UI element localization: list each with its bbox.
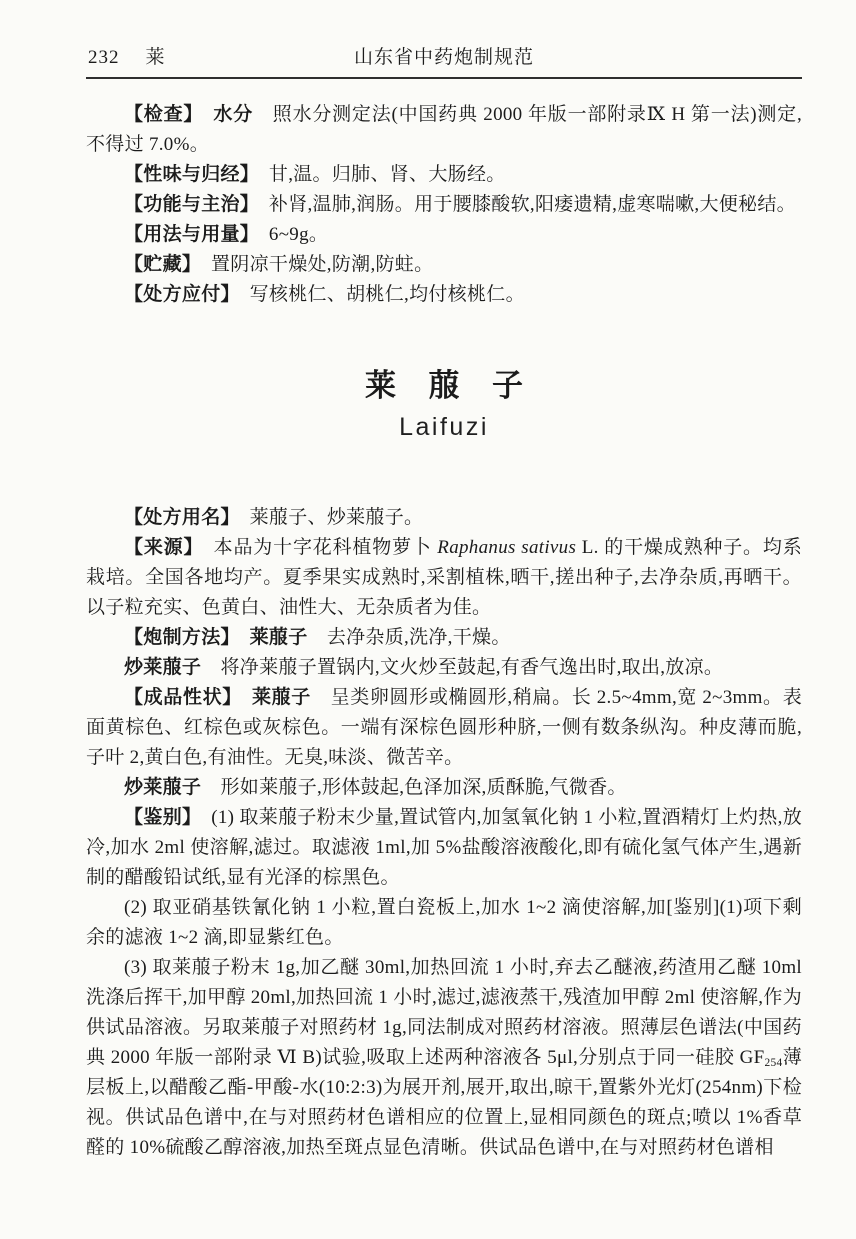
text-run: 【成品性状】 莱菔子 xyxy=(124,687,311,708)
paragraph xyxy=(86,160,802,190)
running-header xyxy=(86,44,802,72)
text-run: 形如莱菔子,形体鼓起,色泽加深,质酥脆,气微香。 xyxy=(201,777,627,798)
text-run: 置阴凉干燥处,防潮,防蛀。 xyxy=(191,254,434,275)
paragraph xyxy=(86,220,802,250)
text-run: 莱菔子、炒莱菔子。 xyxy=(230,507,424,528)
paragraph xyxy=(86,623,802,653)
paragraph xyxy=(86,653,802,683)
text-run: 【功能与主治】 xyxy=(124,194,250,215)
text-run: 【鉴别】 xyxy=(124,807,192,828)
paragraph xyxy=(86,190,802,220)
paragraph xyxy=(86,683,802,773)
text-run: 写核桃仁、胡桃仁,均付核桃仁。 xyxy=(230,284,525,305)
text-run: (2) 取亚硝基铁氰化钠 1 小粒,置白瓷板上,加水 1~2 滴使溶解,加[鉴别](1)项下剩余的滤液 1~2 滴,即显紫红色。 xyxy=(86,897,802,948)
header-rule xyxy=(86,77,802,79)
text-run: (1) 取莱菔子粉末少量,置试管内,加氢氧化钠 1 小粒,置酒精灯上灼热,放冷,加水 2ml 使溶解,滤过。取滤液 1ml,加 5%盐酸溶液酸化,即有硫化氢气体产生,遇新制的醋酸铅试纸,显有光泽的棕黑色。 xyxy=(86,807,803,888)
paragraph xyxy=(86,773,802,803)
text-run: 补肾,温肺,润肠。用于腰膝酸软,阳痿遗精,虚寒喘嗽,大便秘结。 xyxy=(249,194,796,215)
text-run: 【贮藏】 xyxy=(124,254,192,275)
continued-entry-content xyxy=(86,100,802,310)
paragraph xyxy=(86,100,802,160)
page-number: 232 xyxy=(88,47,120,68)
paragraph xyxy=(86,533,802,623)
book-title: 山东省中药炮制规范 xyxy=(353,47,534,68)
text-run: 【炮制方法】 莱菔子 xyxy=(124,627,308,648)
entry-title-pinyin: Laifuzi xyxy=(399,413,489,441)
text-run: 【来源】 xyxy=(124,537,194,558)
text-run: 甘,温。归肺、肾、大肠经。 xyxy=(249,164,506,185)
latin-binomial-name: Raphanus sativus xyxy=(437,537,577,558)
entry-title-chinese xyxy=(86,368,802,404)
text-run: 将净莱菔子置锅内,文火炒至鼓起,有香气逸出时,取出,放凉。 xyxy=(201,657,724,678)
text-run: 【检查】 水分 xyxy=(124,104,253,125)
entry-title-block xyxy=(86,368,802,441)
paragraph xyxy=(86,250,802,280)
text-run: 6~9g。 xyxy=(249,224,329,245)
text-run: 254 xyxy=(764,1056,783,1069)
entry-content xyxy=(86,503,802,1163)
entry-title-chinese-text: 莱菔子 xyxy=(364,368,556,403)
text-run: 【处方应付】 xyxy=(124,284,231,305)
text-run: 炒莱菔子 xyxy=(124,657,202,678)
paragraph xyxy=(86,803,802,893)
paragraph xyxy=(86,503,802,533)
text-run: 【用法与用量】 xyxy=(124,224,250,245)
text-run: L. 的干燥成熟种子。均系栽培。全国各地均产。夏季果实成熟时,采割植株,晒干,搓出种子,去净杂质,再晒干。以子粒充实、色黄白、油性大、无杂质者为佳。 xyxy=(86,537,802,618)
section-character: 莱 xyxy=(145,47,165,68)
paragraph xyxy=(86,953,802,1163)
text-run: 本品为十字花科植物萝卜 xyxy=(193,537,438,558)
text-run: 【性味与归经】 xyxy=(124,164,250,185)
text-run: 照水分测定法(中国药典 2000 年版一部附录Ⅸ H 第一法)测定,不得过 7.0%。 xyxy=(86,104,802,155)
text-run: 【处方用名】 xyxy=(124,507,231,528)
paragraph xyxy=(86,893,802,953)
text-run: 炒莱菔子 xyxy=(124,777,202,798)
text-run: (3) 取莱菔子粉末 1g,加乙醚 30ml,加热回流 1 小时,弃去乙醚液,药渣用乙醚 10ml 洗涤后挥干,加甲醇 20ml,加热回流 1 小时,滤过,滤液蒸干,残渣加甲醇 2ml 使溶解,作为供试品溶液。另取莱菔子对照药材 1g,同法制成对照药材溶液。照薄层色谱法(中国药典 2000 年版一部附录 Ⅵ B)试验,吸取上述两种溶液各 5μl,分别点于同一硅胶 GF xyxy=(86,957,802,1068)
paragraph xyxy=(86,280,802,310)
text-run: 薄层板上,以醋酸乙酯-甲酸-水(10:2:3)为展开剂,展开,取出,晾干,置紫外光灯(254nm)下检视。供试品色谱中,在与对照药材色谱相应的位置上,显相同颜色的斑点;喷以 1%香草醛的 10%硫酸乙醇溶液,加热至斑点显色清晰。供试品色谱中,在与对照药材色谱相 xyxy=(86,1047,802,1158)
text-run: 呈类卵圆形或椭圆形,稍扁。长 2.5~4mm,宽 2~3mm。表面黄棕色、红棕色或灰棕色。一端有深棕色圆形种脐,一侧有数条纵沟。种皮薄而脆,子叶 2,黄白色,有油性。无臭,味淡、微苦辛。 xyxy=(86,687,802,768)
text-run: 去净杂质,洗净,干燥。 xyxy=(307,627,511,648)
